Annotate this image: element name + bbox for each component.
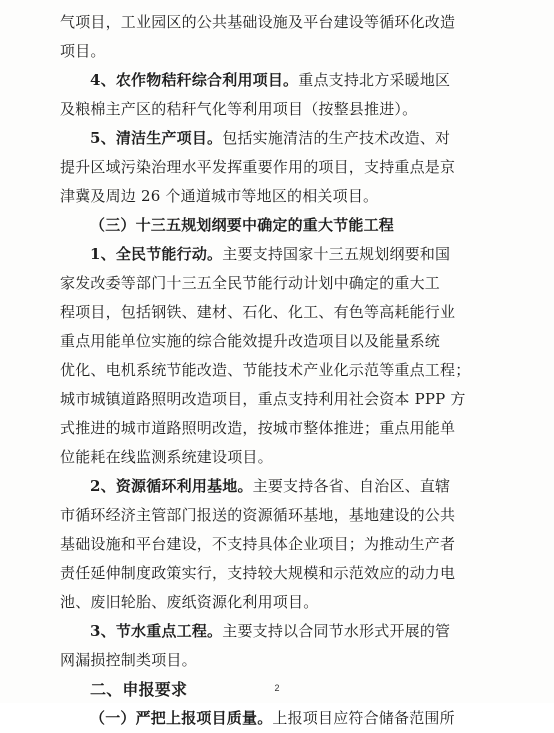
text-line: 位能耗在线监测系统建设项目。 xyxy=(60,448,273,466)
text-line: 家发改委等部门十三五全民节能行动计划中确定的重大工 xyxy=(60,274,441,292)
text-line: 式推进的城市道路照明改造，按城市整体推进；重点用能单 xyxy=(60,419,456,437)
text-line: 责任延伸制度政策实行，支持较大规模和示范效应的动力电 xyxy=(60,564,456,582)
text-line: 项目。 xyxy=(60,42,106,60)
text-line: 池、废旧轮胎、废纸资源化利用项目。 xyxy=(60,593,319,611)
text-line: 网漏损控制类项目。 xyxy=(60,651,197,669)
item-3-heading: 3、节水重点工程。主要支持以合同节水形式开展的管 xyxy=(90,622,451,640)
page-number: 2 xyxy=(274,683,280,693)
section-2-heading: 二、申报要求 xyxy=(90,680,188,699)
text-line: 优化、电机系统节能改造、节能技术产业化示范等重点工程； xyxy=(60,361,471,379)
item-1-heading: 1、全民节能行动。主要支持国家十三五规划纲要和国 xyxy=(90,245,451,263)
subsection-1-heading: （一）严把上报项目质量。上报项目应符合储备范围所 xyxy=(90,709,455,727)
text-line: 基础设施和平台建设，不支持具体企业项目；为推动生产者 xyxy=(60,535,456,553)
section-3-heading: （三）十三五规划纲要中确定的重大节能工程 xyxy=(90,216,395,234)
item-2-heading: 2、资源循环利用基地。主要支持各省、自治区、直辖 xyxy=(90,477,451,495)
text-line: 及粮棉主产区的秸秆气化等利用项目（按整县推进）。 xyxy=(60,100,418,118)
text-line: 重点用能单位实施的综合能效提升改造项目以及能量系统 xyxy=(60,332,441,350)
text-line: 提升区域污染治理水平发挥重要作用的项目，支持重点是京 xyxy=(60,158,456,176)
text-line: 气项目，工业园区的公共基础设施及平台建设等循环化改造 xyxy=(60,13,456,31)
item-5-heading: 5、清洁生产项目。包括实施清洁的生产技术改造、对 xyxy=(90,129,451,147)
document-body xyxy=(60,8,490,733)
text-line: 市循环经济主管部门报送的资源循环基地，基地建设的公共 xyxy=(60,506,456,524)
text-line: 程项目，包括钢铁、建材、石化、化工、有色等高耗能行业 xyxy=(60,303,456,321)
text-line: 津冀及周边 26 个通道城市等地区的相关项目。 xyxy=(60,187,379,205)
text-line: 城市城镇道路照明改造项目，重点支持利用社会资本 PPP 方 xyxy=(60,390,466,408)
item-4-heading: 4、农作物秸秆综合利用项目。重点支持北方采暖地区 xyxy=(90,71,451,89)
